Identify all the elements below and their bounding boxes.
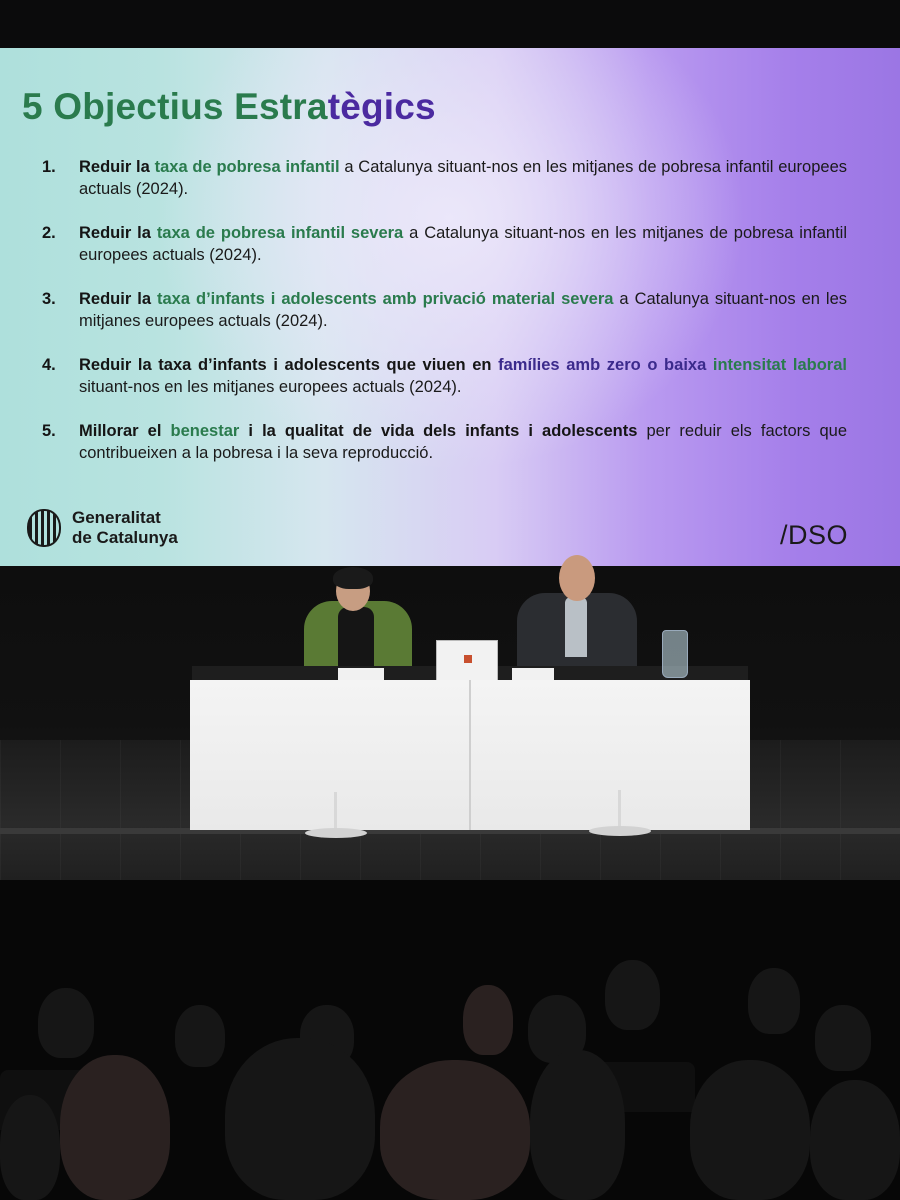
objective-text-segment: a Catalunya situant-nos en les mitjanes europees actuals (2024). xyxy=(79,290,847,330)
table-divider xyxy=(469,680,471,830)
objective-text-segment: Reduir la xyxy=(79,158,155,176)
objective-text-highlight: famílies amb zero o baixa xyxy=(498,356,707,374)
objective-text-segment: Millorar el xyxy=(79,422,171,440)
objective-number: 3. xyxy=(42,290,56,308)
objective-text-highlight: taxa de pobresa infantil xyxy=(154,158,340,176)
objective-text xyxy=(79,222,847,266)
speaker-left xyxy=(300,565,415,675)
generalitat-logo xyxy=(27,508,178,548)
objective-text-segment: Reduir la xyxy=(79,290,157,308)
papers xyxy=(512,668,554,680)
table-stand-right xyxy=(618,790,621,830)
table-stand-right-base xyxy=(589,826,651,836)
papers xyxy=(338,668,384,680)
objective-number: 2. xyxy=(42,224,56,242)
objective-item xyxy=(42,222,847,266)
objective-item xyxy=(42,288,847,332)
audience-head xyxy=(530,1050,625,1200)
laptop-logo-icon xyxy=(464,655,472,663)
objective-text-highlight: taxa d’infants i adolescents amb privació material severa xyxy=(157,290,614,308)
objective-text-segment: situant-nos en les mitjanes europees actuals (2024). xyxy=(79,378,462,396)
objective-item xyxy=(42,420,847,464)
audience-head xyxy=(810,1080,900,1200)
objective-text-segment: a Catalunya situant-nos en les mitjanes de pobresa infantil europees actuals (2024). xyxy=(79,158,847,198)
audience-head xyxy=(605,960,660,1030)
audience-head xyxy=(38,988,94,1058)
audience-head xyxy=(175,1005,225,1067)
objective-text-highlight: taxa de pobresa infantil severa xyxy=(156,224,404,242)
generalitat-logo-text xyxy=(72,508,178,548)
objective-number: 1. xyxy=(42,158,56,176)
objective-text xyxy=(79,354,847,398)
slide-title-part2: tègics xyxy=(327,86,436,127)
slide-title-part1: 5 Objectius Estra xyxy=(22,86,328,127)
audience-head xyxy=(380,1060,530,1200)
audience-head xyxy=(225,1038,375,1200)
speaker-right-shirt xyxy=(565,597,587,657)
speaker-right-head xyxy=(559,555,595,601)
audience-head xyxy=(0,1095,60,1200)
objective-text xyxy=(79,288,847,332)
objective-number: 5. xyxy=(42,422,56,440)
audience-head xyxy=(690,1060,810,1200)
objective-item xyxy=(42,354,847,398)
objective-text-segment: Reduir la xyxy=(79,224,157,242)
table-stand-left-base xyxy=(305,828,367,838)
objectives-list xyxy=(42,156,847,486)
water-jug xyxy=(662,630,688,678)
objective-text xyxy=(79,156,847,200)
projected-slide xyxy=(0,48,900,566)
generalitat-emblem-icon xyxy=(27,509,61,547)
objective-text-highlight: intensitat laboral xyxy=(712,356,847,374)
logo-line-2: de Catalunya xyxy=(72,528,178,547)
audience-head xyxy=(60,1055,170,1200)
objective-text-segment: Reduir la taxa d’infants i adolescents que viuen en xyxy=(79,356,499,374)
objective-text xyxy=(79,420,847,464)
slide-title xyxy=(22,86,436,128)
speaker-left-shirt xyxy=(338,607,374,667)
objective-number: 4. xyxy=(42,356,56,374)
laptop xyxy=(436,640,498,682)
dso-logo: /DSO xyxy=(780,520,849,550)
objective-text-segment: per reduir els factors que contribueixen a la pobresa i la seva reproducció. xyxy=(79,422,847,462)
objective-item xyxy=(42,156,847,200)
audience-head xyxy=(748,968,800,1034)
logo-line-1: Generalitat xyxy=(72,508,161,527)
speaker-right xyxy=(515,553,640,675)
speaker-left-hair xyxy=(333,567,373,589)
ceiling xyxy=(0,0,900,48)
audience-head xyxy=(815,1005,871,1071)
objective-text-segment xyxy=(706,356,713,374)
objective-text-segment: a Catalunya situant-nos en les mitjanes de pobresa infantil europees actuals (2024). xyxy=(79,224,848,264)
table-stand-left xyxy=(334,792,337,832)
objective-text-highlight: benestar xyxy=(170,422,240,440)
objective-text-segment: i la qualitat de vida dels infants i adolescents xyxy=(239,422,638,440)
audience-head xyxy=(463,985,513,1055)
